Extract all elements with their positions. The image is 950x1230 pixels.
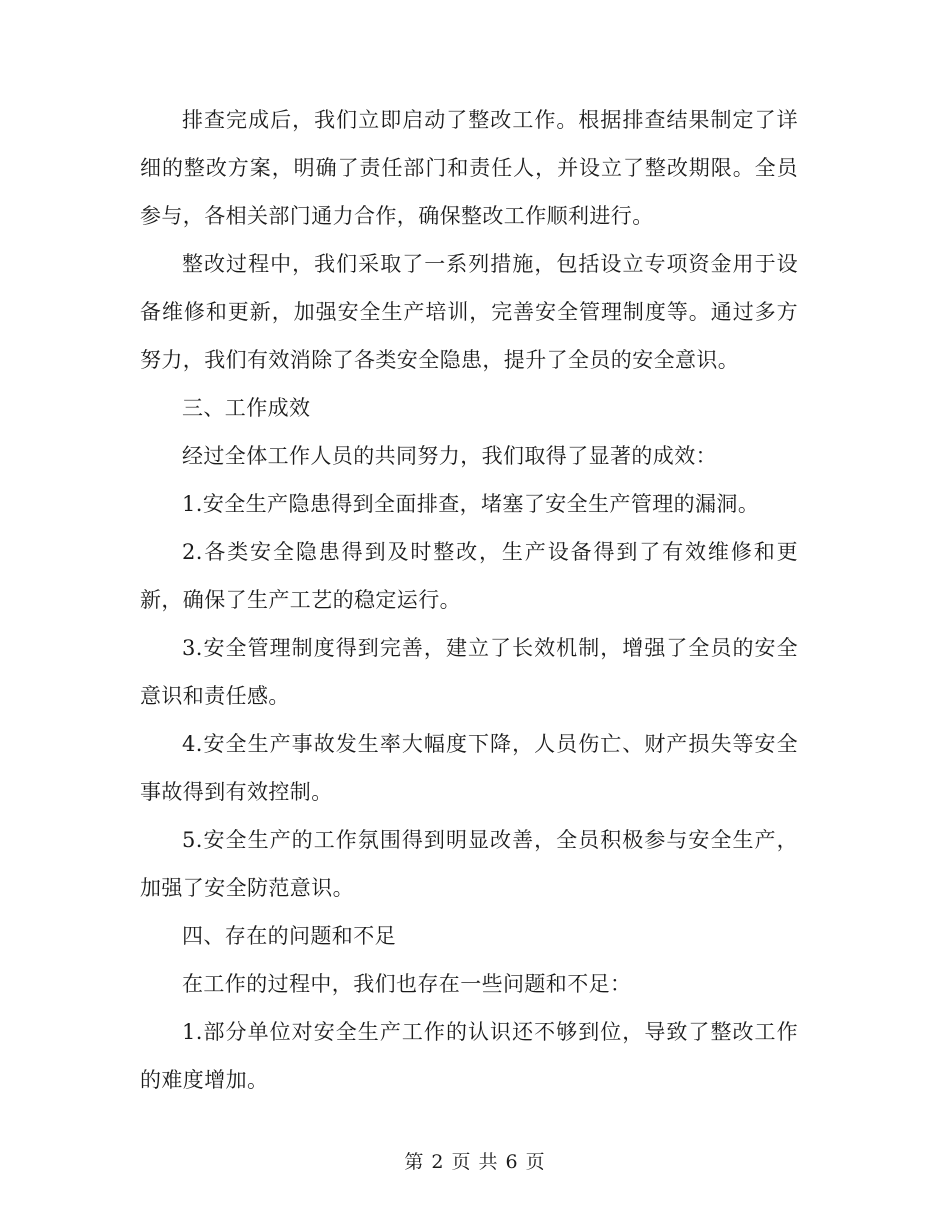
section-heading-results: 三、工作成效 xyxy=(182,396,311,420)
list-item-result-1: 1.安全生产隐患得到全面排查，堵塞了安全生产管理的漏洞。 xyxy=(182,492,760,516)
document-body xyxy=(140,96,798,1104)
list-item-result-2: 2.各类安全隐患得到及时整改，生产设备得到了有效维修和更新，确保了生产工艺的稳定运行。 xyxy=(140,540,798,612)
paragraph-rectification-measures: 整改过程中，我们采取了一系列措施，包括设立专项资金用于设备维修和更新，加强安全生产培训，完善安全管理制度等。通过多方努力，我们有效消除了各类安全隐患，提升了全员的安全意识。 xyxy=(140,252,798,372)
list-item-problem-1: 1.部分单位对安全生产工作的认识还不够到位，导致了整改工作的难度增加。 xyxy=(140,1020,798,1092)
page-number-footer: 第 2 页 共 6 页 xyxy=(404,1151,546,1173)
section-heading-problems: 四、存在的问题和不足 xyxy=(182,924,396,948)
list-item-result-3: 3.安全管理制度得到完善，建立了长效机制，增强了全员的安全意识和责任感。 xyxy=(140,636,798,708)
paragraph-results-intro: 经过全体工作人员的共同努力，我们取得了显著的成效： xyxy=(182,444,717,468)
list-item-result-4: 4.安全生产事故发生率大幅度下降，人员伤亡、财产损失等安全事故得到有效控制。 xyxy=(140,732,798,804)
list-item-result-5: 5.安全生产的工作氛围得到明显改善，全员积极参与安全生产，加强了安全防范意识。 xyxy=(140,828,798,900)
paragraph-problems-intro: 在工作的过程中，我们也存在一些问题和不足： xyxy=(182,972,632,996)
paragraph-rectification-start: 排查完成后，我们立即启动了整改工作。根据排查结果制定了详细的整改方案，明确了责任部门和责任人，并设立了整改期限。全员参与，各相关部门通力合作，确保整改工作顺利进行。 xyxy=(140,108,798,228)
